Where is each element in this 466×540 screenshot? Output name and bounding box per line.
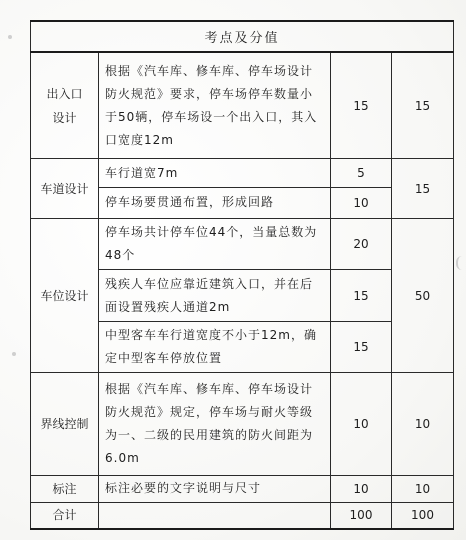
table-title: 考点及分值 <box>31 21 454 52</box>
requirement-cell: 停车场要贯通布置，形成回路 <box>99 188 331 219</box>
subtotal-cell: 10 <box>392 373 454 476</box>
table-row <box>31 52 454 159</box>
requirement-cell: 标注必要的文字说明与尺寸 <box>99 475 331 502</box>
points-cell: 100 <box>331 502 392 529</box>
table-row <box>31 159 454 188</box>
points-cell: 15 <box>331 270 392 321</box>
requirement-cell: 车行道宽7m <box>99 159 331 188</box>
subtotal-cell: 10 <box>392 475 454 502</box>
requirement-cell: 根据《汽车库、修车库、停车场设计防火规范》规定，停车场与耐火等级为一、二级的民用建筑的防火间距为6.0m <box>99 373 331 476</box>
points-cell: 10 <box>331 475 392 502</box>
category-cell <box>31 52 99 159</box>
category-cell: 界线控制 <box>31 373 99 476</box>
category-cell: 车道设计 <box>31 159 99 219</box>
table-header-row <box>31 21 454 52</box>
total-row <box>31 502 454 529</box>
subtotal-cell: 15 <box>392 52 454 159</box>
category-cell: 车位设计 <box>31 218 99 372</box>
subtotal-cell: 100 <box>392 502 454 529</box>
points-cell: 20 <box>331 218 392 269</box>
requirement-cell: 根据《汽车库、修车库、停车场设计防火规范》要求，停车场停车数量小于50辆，停车场设一个出入口，其入口宽度12m <box>99 52 331 159</box>
subtotal-cell: 50 <box>392 218 454 372</box>
points-cell: 15 <box>331 52 392 159</box>
score-table <box>30 20 454 530</box>
points-cell: 15 <box>331 321 392 372</box>
category-cell: 合计 <box>31 502 99 529</box>
requirement-cell: 残疾人车位应靠近建筑入口，并在后面设置残疾人通道2m <box>99 270 331 321</box>
requirement-cell: 停车场共计停车位44个，当量总数为48个 <box>99 218 331 269</box>
requirement-cell: 中型客车车行道宽度不小于12m，确定中型客车停放位置 <box>99 321 331 372</box>
requirement-cell <box>99 502 331 529</box>
points-cell: 10 <box>331 188 392 219</box>
table-row <box>31 373 454 476</box>
subtotal-cell: 15 <box>392 159 454 219</box>
category-label: 出入口 设计 <box>46 86 83 125</box>
table-row <box>31 475 454 502</box>
scan-speck <box>8 35 12 39</box>
scan-speck <box>12 352 16 356</box>
table-row <box>31 218 454 269</box>
scan-edge-mark <box>456 256 466 270</box>
points-cell: 10 <box>331 373 392 476</box>
category-cell: 标注 <box>31 475 99 502</box>
points-cell: 5 <box>331 159 392 188</box>
